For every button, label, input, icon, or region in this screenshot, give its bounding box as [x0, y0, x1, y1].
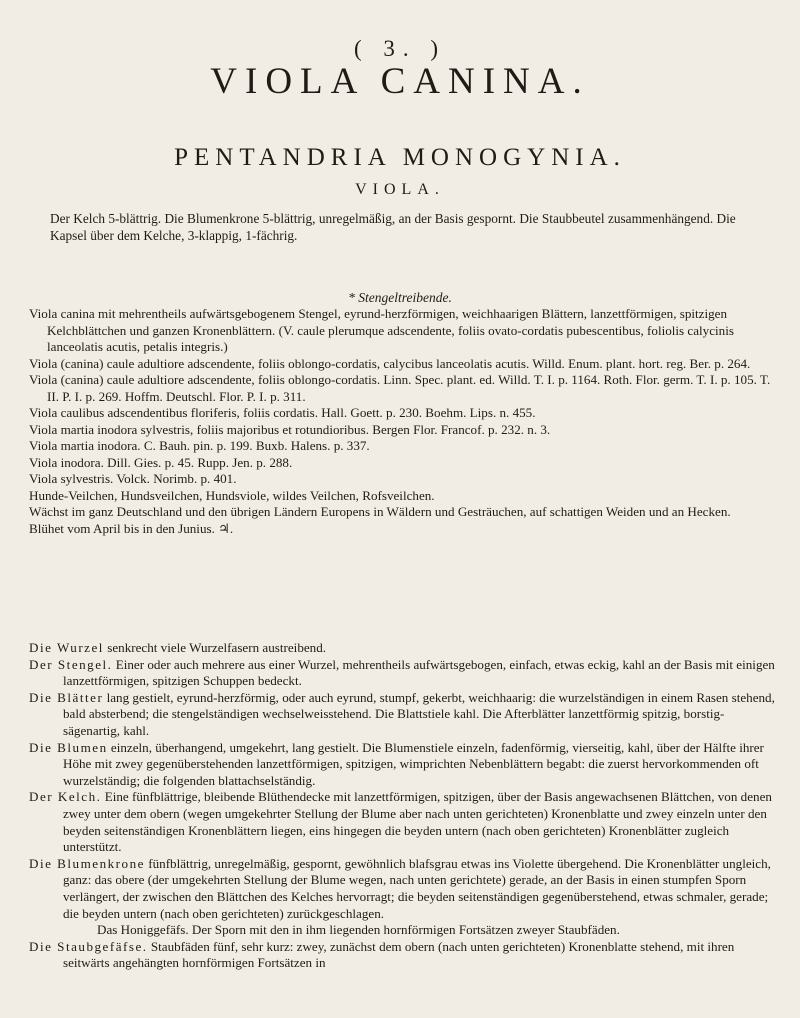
text-leaves: lang gestielt, eyrund-herzförmig, oder auch eyrund, stumpf, gekerbt, weichhaarig: die wurzelständigen in einem Rasen stehend, bald absterbend; die stengelständigen wechselweisstehend. Die Blattstiele kahl. Die Afterblätter lanzettförmig spitzig, borstig-sägenartig, kahl.: [63, 689, 775, 738]
text-nectary: Das Honiggefäfs. Der Sporn mit den in ihm liegenden hornförmigen Fortsätzen zweyer Staubfäden.: [97, 922, 620, 938]
term-leaves: Die Blätter: [29, 689, 104, 705]
description-leaves: [29, 690, 781, 740]
synonym-entry: Viola sylvestris. Volck. Norimb. p. 401.: [29, 471, 237, 486]
description-calyx: [29, 789, 781, 855]
text-stamens: Staubfäden fünf, sehr kurz: zwey, zunächst dem obern (nach unten gerichteten) Kronenblatte stehend, mit ihren seitwärts angehängten hornförmigen Fortsätzen in: [63, 938, 735, 971]
term-stamens: Die Staubgefäfse.: [29, 938, 148, 954]
text-corolla: fünfblättrig, unregelmäßig, gespornt, gewöhnlich blafsgrau etwas ins Violette übergehend. Die Kronenblätter ungleich, ganz: das obere (der umgekehrten Stellung der Blume wegen, nach unten gerichtete) gerade, an der Basis in einen stumpfen Sporn verlängert, der zwischen den Blättchen des Kelches hervorragt; die beyden seitenständigen gegenüberstehend, etwas schmaler, gerade; die beyden untern (nach oben gerichteten) zurückgeschlagen.: [63, 855, 771, 921]
term-stem: Der Stengel.: [29, 656, 113, 672]
description-nectary: [29, 922, 781, 939]
class-heading: PENTANDRIA MONOGYNIA.: [174, 144, 626, 171]
term-root: Die Wurzel: [29, 640, 104, 655]
page-number: ( 3. ): [353, 36, 447, 61]
synonym-entry: Viola (canina) caule adultiore adscendente, foliis oblongo-cordatis, calycibus lanceolatis acutis. Willd. Enum. plant. hort. reg. Ber. p. 264.: [29, 355, 751, 371]
synonym-entry: Viola (canina) caule adultiore adscendente, foliis oblongo-cordatis. Linn. Spec. plant. ed. Willd. T. I. p. 1164. Roth. Flor. germ. T. I. p. 105. T. II. P. I. p. 269. Hoffm. Deutschl. Flor. P. I. p. 311.: [29, 372, 771, 404]
habitat: Wächst im ganz Deutschland und den übrigen Ländern Europens in Wäldern und Gesträuchen, auf schattigen Weiden und an Hecken.: [29, 504, 731, 519]
description-stem: [29, 657, 781, 690]
synonym-entry: Viola martia inodora sylvestris, foliis majoribus et rotundioribus. Bergen Flor. Francof. p. 232. n. 3.: [29, 421, 551, 437]
synonym-entry: Viola inodora. Dill. Gies. p. 45. Rupp. Jen. p. 288.: [29, 454, 293, 470]
synonym-entry: Viola caulibus adscendentibus floriferis, foliis cordatis. Hall. Goett. p. 230. Boehm. Lips. n. 455.: [29, 405, 536, 420]
description-root: [29, 640, 781, 657]
description-block: [29, 640, 781, 972]
genus-description: Der Kelch 5-blättrig. Die Blumenkrone 5-blättrig, unregelmäßig, an der Basis gespornt. Die Staubbeutel zusammenhängend. Die Kapsel über dem Kelche, 3-klappig, 1-fächrig.: [50, 211, 736, 243]
term-corolla: Die Blumenkrone: [29, 855, 145, 871]
text-calyx: Eine fünfblättrige, bleibende Blüthendecke mit lanzettförmigen, spitzigen, über der Basis angewachsenen Blättchen, von denen zwey unter dem obern (wegen umgekehrter Stellung der Blume aber nach unten gerichteten) Kronenblatte und zwey einzeln unter den beyden seitenständigen Kronenblättern liegen, eins hingegen die beyden untern (nach oben gerichteten) Kronenblätter zugleich unterstützt.: [63, 789, 772, 855]
text-stem: Einer oder auch mehrere aus einer Wurzel, mehrentheils aufwärtsgebogen, einfach, etwas eckig, kahl an der Basis mit einigen lanzettförmigen, spitzigen Schuppen bedeckt.: [63, 656, 775, 689]
genus-heading: VIOLA.: [355, 181, 445, 198]
description-corolla: [29, 856, 781, 922]
description-stamens: [29, 939, 781, 972]
description-flowers: [29, 740, 781, 790]
text-root: senkrecht viele Wurzelfasern austreibend.: [107, 640, 327, 655]
text-flowers: einzeln, überhangend, umgekehrt, lang gestielt. Die Blumenstiele einzeln, fadenförmig, vierseitig, kahl, über der Hälfte ihrer Höhe mit zwey gegenüberstehenden lanzettförmigen, spitzigen, wimprichten Nebenblättern begabt: die zuerst hervorkommenden oft wurzelständig; die folgenden blattachselständig.: [63, 739, 764, 788]
flowering-time: Blühet vom April bis in den Junius. ♃.: [29, 520, 234, 536]
synonym-entry: Viola canina mit mehrentheils aufwärtsgebogenem Stengel, eyrund-herzförmigen, weichhaarigen Blättern, lanzettförmigen, spitzigen Kelchblättchen und ganzen Kronenblättern. (V. caule plerumque adscendente, foliis ovato-cordatis pubescentibus, foliolis calycinis lanceolatis acutis, petalis integris.): [29, 306, 734, 354]
term-calyx: Der Kelch.: [29, 789, 102, 805]
synonym-block: [29, 306, 781, 537]
common-names: Hunde-Veilchen, Hundsveilchen, Hundsviole, wildes Veilchen, Rofsveilchen.: [29, 487, 435, 503]
section-header: * Stengeltreibende.: [348, 290, 452, 305]
synonym-entry: Viola martia inodora. C. Bauh. pin. p. 199. Buxb. Halens. p. 337.: [29, 438, 370, 453]
term-flowers: Die Blumen: [29, 739, 108, 755]
page-title: VIOLA CANINA.: [210, 61, 590, 102]
